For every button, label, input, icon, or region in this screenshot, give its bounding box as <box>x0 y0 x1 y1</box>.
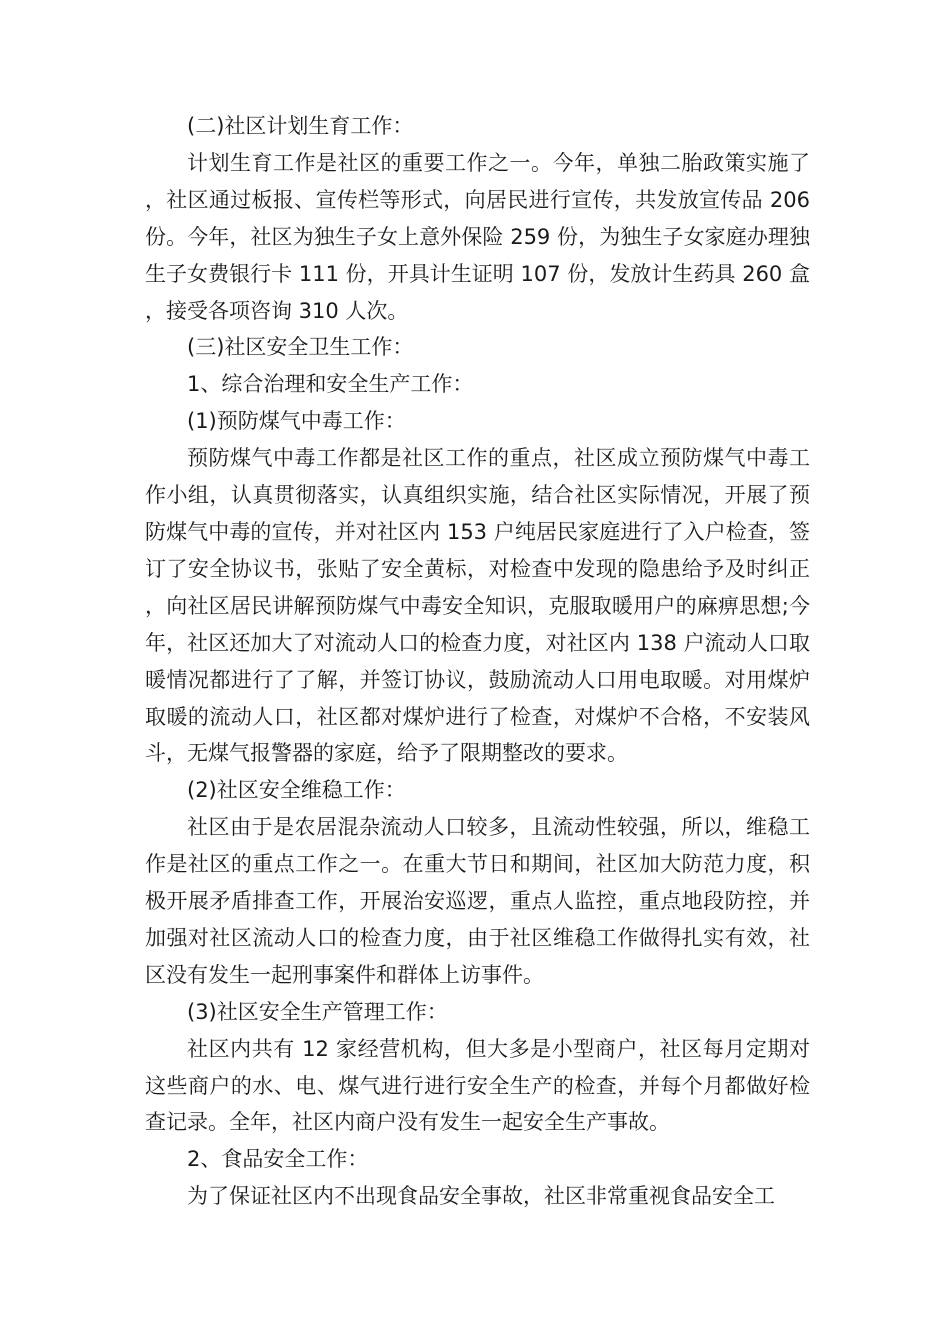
paragraph-food-safety: 为了保证社区内不出现食品安全事故，社区非常重视食品安全工 <box>187 1184 775 1209</box>
heading-food-safety: 2、食品安全工作： <box>187 1147 369 1172</box>
heading-safety-hygiene: (三)社区安全卫生工作： <box>187 335 414 360</box>
heading-comprehensive-governance: 1、综合治理和安全生产工作： <box>187 372 474 397</box>
paragraph-stability-maintenance: 社区由于是农居混杂流动人口较多，且流动性较强，所以，维稳工作是社区的重点工作之一。在重大节日和期间，社区加大防范力度，积极开展矛盾排查工作，开展治安巡逻，重点人监控，重点地段防控，并加强对社区流动人口的检查力度，由于社区维稳工作做得扎实有效，社区没有发生一起刑事案件和群体上访事件。 <box>145 815 810 987</box>
paragraph-gas-poisoning-prevention: 预防煤气中毒工作都是社区工作的重点，社区成立预防煤气中毒工作小组，认真贯彻落实，认真组织实施，结合社区实际情况，开展了预防煤气中毒的宣传，并对社区内 153 户纯居民家庭进行了入户检查，签订了安全协议书，张贴了安全黄标，对检查中发现的隐患给予及时纠正，向社区居民讲解预防煤气中毒安全知识，克服取暖用户的麻痹思想;今年，社区还加大了对流动人口的检查力度，对社区内 138 户流动人口取暖情况都进行了了解，并签订协议，鼓励流动人口用电取暖。对用煤炉取暖的流动人口，社区都对煤炉进行了检查，对煤炉不合格，不安装风斗，无煤气报警器的家庭，给予了限期整改的要求。 <box>145 446 810 766</box>
heading-gas-poisoning-prevention: (1)预防煤气中毒工作： <box>187 409 406 434</box>
heading-family-planning: (二)社区计划生育工作： <box>187 114 414 138</box>
document-page <box>145 108 810 1215</box>
heading-stability-maintenance: (2)社区安全维稳工作： <box>187 778 406 803</box>
paragraph-production-safety: 社区内共有 12 家经营机构，但大多是小型商户，社区每月定期对这些商户的水、电、煤气进行进行安全生产的检查，并每个月都做好检查记录。全年，社区内商户没有发生一起安全生产事故。 <box>145 1036 810 1135</box>
paragraph-family-planning: 计划生育工作是社区的重要工作之一。今年，单独二胎政策实施了，社区通过板报、宣传栏等形式，向居民进行宣传，共发放宣传品 206 份。今年，社区为独生子女上意外保险 259 份，为独生子女家庭办理独生子女费银行卡 111 份，开具计生证明 107 份，发放计生药具 260 盒，接受各项咨询 310 人次。 <box>145 150 810 323</box>
heading-production-safety: (3)社区安全生产管理工作： <box>187 999 448 1024</box>
